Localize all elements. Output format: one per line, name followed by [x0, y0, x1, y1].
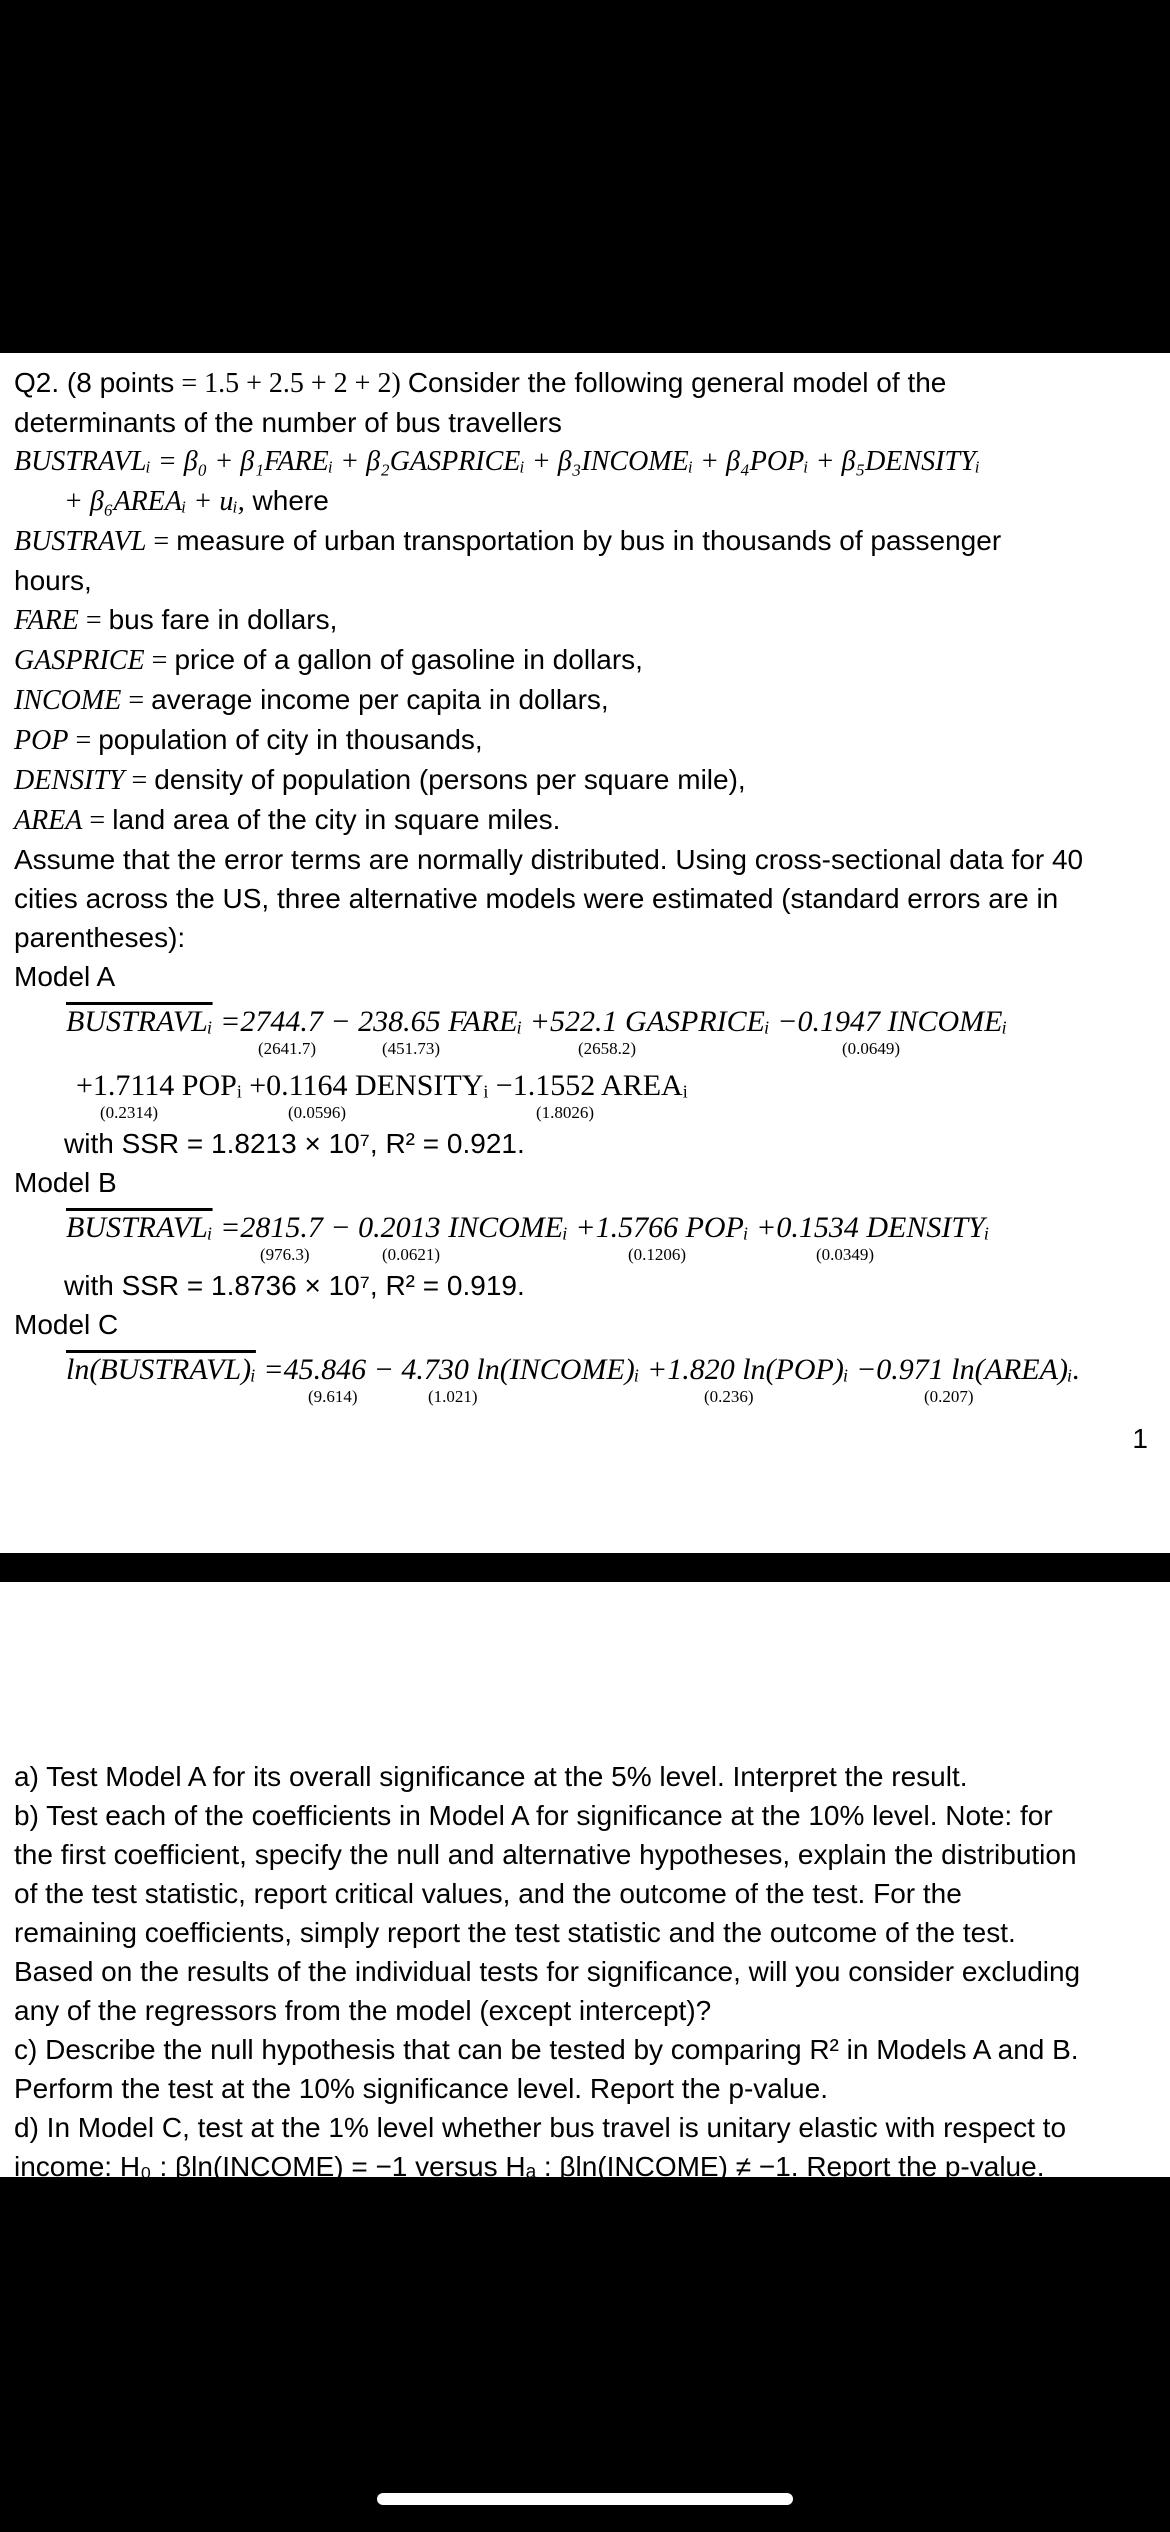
- std-error: (976.3): [260, 1245, 310, 1264]
- part-line: Perform the test at the 10% significance level. Report the p-value.: [14, 2073, 828, 2104]
- std-error: (9.614): [308, 1387, 358, 1406]
- part-line: c) Describe the null hypothesis that can be tested by comparing R² in Models A and B.: [14, 2034, 1079, 2065]
- std-error: (451.73): [382, 1039, 441, 1058]
- model-b-std-errors: [14, 1244, 1156, 1266]
- part-line: the first coefficient, specify the null and alternative hypotheses, explain the distribution: [14, 1839, 1077, 1870]
- question-page-2: [0, 1582, 1170, 2182]
- model-a-lhs: BUSTRAVLᵢ: [66, 1005, 213, 1038]
- general-model-line1: BUSTRAVLᵢ = β₀ + β₁FAREᵢ + β₂GASPRICEᵢ + β₃INCOMEᵢ + β₄POPᵢ + β₅DENSITYᵢ: [14, 446, 981, 477]
- question-header: Q2. (8 points = 1.5 + 2.5 + 2 + 2) Consider the following general model of the: [14, 367, 947, 399]
- model-a-equation-line2: +1.7114 POPᵢ +0.1164 DENSITYᵢ −1.1552 AREAᵢ: [76, 1069, 688, 1102]
- part-line: b) Test each of the coefficients in Model A for significance at the 10% level. Note: for: [14, 1800, 1053, 1831]
- definition-row: BUSTRAVL = measure of urban transportation by bus in thousands of passenger: [14, 525, 1002, 557]
- assumption-line: Assume that the error terms are normally distributed. Using cross-sectional data for 40: [14, 844, 1084, 875]
- variable-definitions: [14, 521, 1156, 840]
- home-indicator[interactable]: [377, 2493, 793, 2505]
- model-b-fit: with SSR = 1.8736 × 10⁷, R² = 0.919.: [64, 1270, 525, 1301]
- model-a-std-errors-1: [14, 1038, 1156, 1060]
- question-page-1: [0, 353, 1170, 1553]
- std-error: (0.0649): [842, 1039, 901, 1058]
- model-c-label: Model C: [14, 1309, 119, 1340]
- std-error: (0.2314): [100, 1103, 159, 1122]
- std-error: (0.0349): [816, 1245, 875, 1264]
- std-error: (1.8026): [536, 1103, 595, 1122]
- std-error: (0.0621): [382, 1245, 441, 1264]
- part-line: a) Test Model A for its overall significance at the 5% level. Interpret the result.: [14, 1761, 968, 1792]
- std-error: (0.236): [704, 1387, 754, 1406]
- std-error: (1.021): [428, 1387, 478, 1406]
- std-error: (2658.2): [578, 1039, 637, 1058]
- question-header-line2: determinants of the number of bus travellers: [14, 407, 562, 438]
- part-line: of the test statistic, report critical values, and the outcome of the test. For the: [14, 1878, 962, 1909]
- definition-row: DENSITY = density of population (persons per square mile),: [14, 764, 746, 796]
- std-error: (0.1206): [628, 1245, 687, 1264]
- model-b-lhs: BUSTRAVLᵢ: [66, 1211, 213, 1244]
- model-b-equation-line1: BUSTRAVLᵢ =2815.7 − 0.2013 INCOMEᵢ +1.5766 POPᵢ +0.1534 DENSITYᵢ: [66, 1211, 990, 1244]
- model-a-fit: with SSR = 1.8213 × 10⁷, R² = 0.921.: [64, 1128, 525, 1159]
- model-b-label: Model B: [14, 1167, 117, 1198]
- model-a-label: Model A: [14, 961, 116, 992]
- model-c-equation-line1: ln(BUSTRAVL)ᵢ =45.846 − 4.730 ln(INCOME)ᵢ +1.820 ln(POP)ᵢ −0.971 ln(AREA)ᵢ.: [66, 1353, 1081, 1386]
- assumption-line: cities across the US, three alternative models were estimated (standard errors are in: [14, 883, 1059, 914]
- part-line: income: H₀ : βln(INCOME) = −1 versus Hₐ : βln(INCOME) ≠ −1. Report the p-value.: [14, 2151, 1045, 2182]
- definition-row: FARE = bus fare in dollars,: [14, 604, 338, 636]
- definition-row: POP = population of city in thousands,: [14, 724, 483, 756]
- definition-row: hours,: [14, 565, 92, 596]
- std-error: (0.0596): [288, 1103, 347, 1122]
- std-error: (2641.7): [258, 1039, 317, 1058]
- model-a-std-errors-2: [14, 1102, 1156, 1124]
- part-line: d) In Model C, test at the 1% level whether bus travel is unitary elastic with respect to: [14, 2112, 1067, 2143]
- assumption-line: parentheses):: [14, 922, 186, 953]
- model-a-equation-line1: BUSTRAVLᵢ =2744.7 − 238.65 FAREᵢ +522.1 GASPRICEᵢ −0.1947 INCOMEᵢ: [66, 1005, 1008, 1038]
- std-error: (0.207): [924, 1387, 974, 1406]
- part-line: remaining coefficients, simply report the test statistic and the outcome of the test.: [14, 1917, 1016, 1948]
- model-c-lhs: ln(BUSTRAVL)ᵢ: [66, 1353, 256, 1386]
- definition-row: AREA = land area of the city in square miles.: [14, 804, 561, 836]
- general-model-line2: + β₆AREAᵢ + uᵢ, where: [64, 485, 329, 517]
- definition-row: INCOME = average income per capita in dollars,: [14, 684, 609, 716]
- part-line: any of the regressors from the model (except intercept)?: [14, 1995, 712, 2026]
- part-line: Based on the results of the individual tests for significance, will you consider excluding: [14, 1956, 1081, 1987]
- page-number: 1: [1132, 1423, 1148, 1454]
- model-c-std-errors: [14, 1386, 1156, 1408]
- definition-row: GASPRICE = price of a gallon of gasoline in dollars,: [14, 644, 643, 676]
